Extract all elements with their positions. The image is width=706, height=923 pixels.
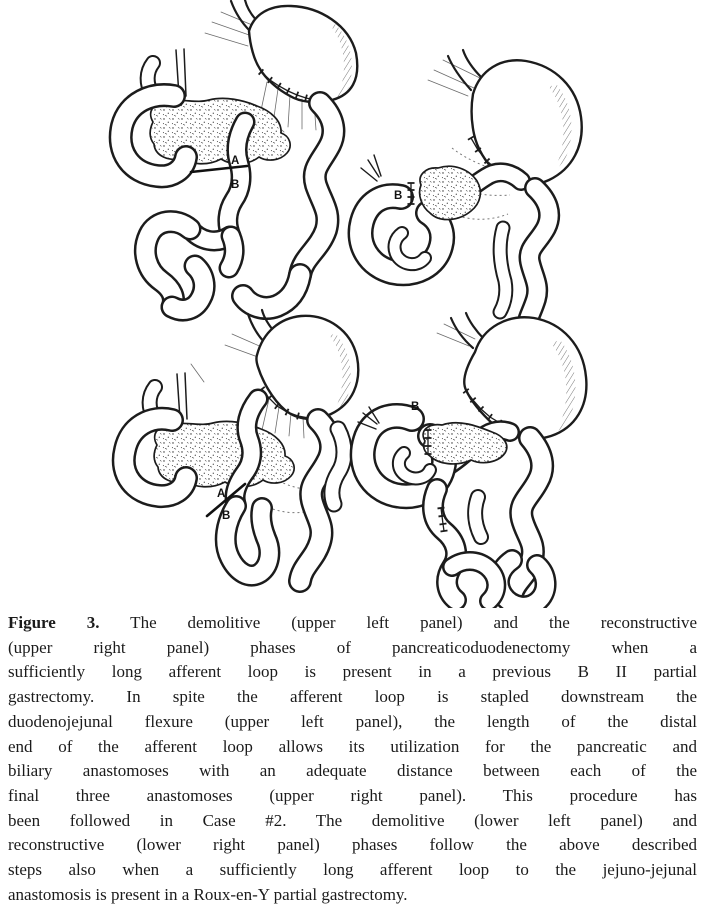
caption-line: been followed in Case #2. The demolitive (lower left panel) and bbox=[8, 810, 697, 830]
caption-line: sufficiently long afferent loop is present in a previous B II partial bbox=[8, 662, 697, 682]
panel-lower-left bbox=[124, 310, 359, 581]
caption-line: steps also when a sufficiently long afferent loop to the jejuno-jejunal bbox=[8, 860, 697, 880]
caption-line: final three anastomoses (upper right panel). This procedure has bbox=[8, 785, 697, 805]
label-b: B bbox=[394, 190, 403, 202]
bile-duct-strings bbox=[177, 364, 204, 419]
pancreas bbox=[150, 98, 290, 163]
caption-line: duodenojejunal flexure (upper left panel), the length of the distal bbox=[8, 711, 697, 731]
efferent-bowel bbox=[300, 420, 344, 581]
label-a: A bbox=[231, 155, 240, 167]
efferent-bowel bbox=[500, 188, 549, 321]
caption-line: end of the afferent loop allows its utilization for the pancreatic and bbox=[8, 736, 697, 756]
panel-upper-left bbox=[121, 0, 358, 310]
bowel-loop bbox=[226, 506, 270, 576]
panel-lower-right bbox=[358, 313, 586, 606]
pancreatic-remnant bbox=[420, 166, 481, 219]
jejunojejunal-loop bbox=[433, 489, 456, 600]
figure-caption bbox=[8, 611, 697, 907]
caption-line: anastomosis is present in a Roux-en-Y partial gastrectomy. bbox=[8, 884, 408, 904]
caption-line: biliary anastomoses with an adequate distance between each of the bbox=[8, 761, 697, 781]
figure-label: Figure 3. bbox=[8, 613, 100, 632]
bowel-loop bbox=[145, 222, 230, 310]
caption-line: reconstructive (lower right panel) phases follow the above described bbox=[8, 835, 697, 855]
bile-duct-branches bbox=[361, 155, 381, 181]
label-b: B bbox=[222, 510, 231, 522]
panel-upper-right bbox=[361, 50, 582, 321]
caption-line: gastrectomy. In spite the afferent loop is stapled downstream the bbox=[8, 687, 697, 707]
caption-line: (upper right panel) phases of pancreaticoduodenectomy when a bbox=[8, 637, 697, 657]
caption-line bbox=[8, 611, 697, 636]
label-b: B bbox=[411, 401, 420, 413]
stapled-afferent-end bbox=[229, 236, 234, 268]
label-a: A bbox=[217, 488, 226, 500]
caption-text: The demolitive (upper left panel) and the reconstructive bbox=[99, 613, 697, 632]
label-b: B bbox=[231, 179, 240, 191]
